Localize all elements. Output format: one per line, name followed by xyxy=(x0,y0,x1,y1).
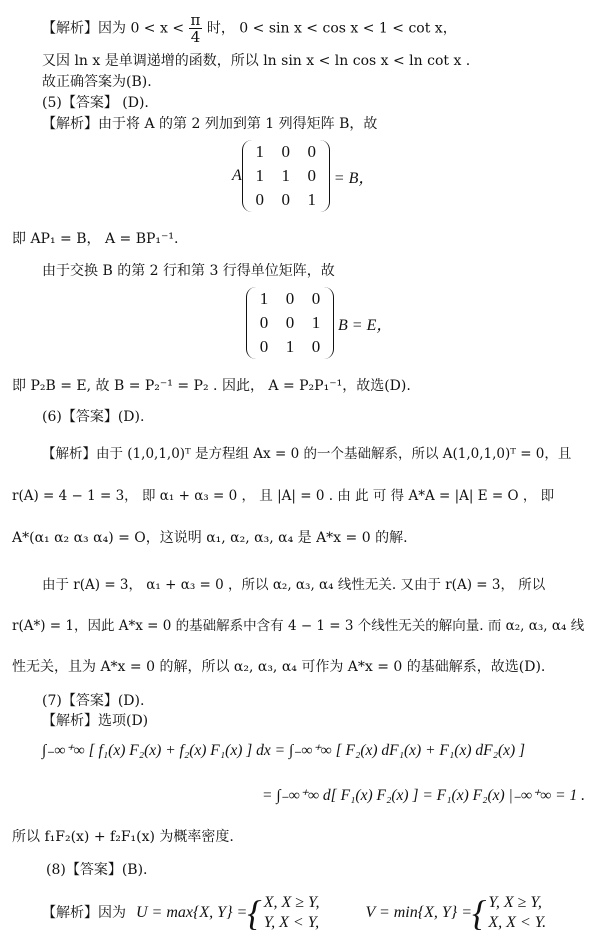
q7-answer: (7)【答案】(D). xyxy=(42,693,145,709)
q8-line-1 xyxy=(42,893,546,933)
matrix-equation-2 xyxy=(246,287,392,359)
q6-line-4: 由于 r(A) = 3， α₁ + α₃ = 0 ，所以 α₂, α₃, α₄ 线性无关. 又由于 r(A) = 3， 所以 xyxy=(42,577,546,593)
matrix-cell: 0 xyxy=(311,289,321,308)
matrix-rhs: = B， xyxy=(333,169,375,187)
q6-line-5: r(A*) = 1，因此 A*x = 0 的基础解系中含有 4 − 1 = 3 个线性无关的解向量. 而 α₂, α₃, α₄ 线 xyxy=(12,618,585,634)
case-row: X, X < Y. xyxy=(488,914,547,931)
matrix-cell: 1 xyxy=(285,337,295,356)
matrix-cell: 1 xyxy=(281,166,291,185)
matrix-cell: 0 xyxy=(285,289,295,308)
q5-line-2: 即 AP₁ = B， A = BP₁⁻¹. xyxy=(12,231,179,247)
q5-line-3: 由于交换 B 的第 2 行和第 3 行得单位矩阵，故 xyxy=(42,263,335,279)
matrix-label-a: A xyxy=(232,167,242,184)
q5-line-4: 即 P₂B = E, 故 B = P₂⁻¹ = P₂ . 因此， A = P₂P₁⁻¹，故选(D). xyxy=(12,378,411,394)
matrix-cell: 0 xyxy=(281,190,291,209)
matrix-cell: 1 xyxy=(307,190,317,209)
q6-answer: (6)【答案】(D). xyxy=(42,409,145,425)
q7-conclusion: 所以 f₁F₂(x) + f₂F₁(x) 为概率密度. xyxy=(12,829,234,845)
matrix-cell: 1 xyxy=(255,166,265,185)
q4-line-2: 又因 ln x 是单调递增的函数，所以 ln sin x < ln cos x < ln cot x . xyxy=(42,53,471,69)
matrix-cell: 0 xyxy=(255,190,265,209)
q6-line-6: 性无关，且为 A*x = 0 的解，所以 α₂, α₃, α₄ 可作为 A*x = 0 的基础解系，故选(D). xyxy=(12,659,546,675)
u-definition: U = max{X, Y} = xyxy=(136,904,248,921)
case-row: X, X ≥ Y, xyxy=(263,894,320,911)
matrix-cell: 0 xyxy=(311,337,321,356)
u-cases: { X, X ≥ Y, Y, X < Y, xyxy=(247,893,320,933)
q5-answer: (5)【答案】 (D). xyxy=(42,95,149,111)
fraction-denominator: 4 xyxy=(190,28,201,46)
q4-text-b: 时， 0 < sin x < cos x < 1 < cot x， xyxy=(206,20,457,37)
q8-answer: (8)【答案】(B). xyxy=(46,862,148,878)
q7-equation-2: = ∫₋∞⁺∞ d[ F₁(x) F₂(x) ] = F₁(x) F₂(x) |₋∞⁺∞ = 1 . xyxy=(262,787,585,804)
matrix-cell: 0 xyxy=(281,142,291,161)
v-definition: V = min{X, Y} = xyxy=(365,904,472,921)
q4-text-a: 【解析】因为 0 < x < xyxy=(42,20,185,37)
fraction-numerator: π xyxy=(190,11,201,29)
q6-line-2: r(A) = 4 − 1 = 3， 即 α₁ + α₃ = 0 ， 且 |A| = 0 . 由 此 可 得 A*A = |A| E = O ， 即 xyxy=(12,488,555,504)
q4-line-1 xyxy=(42,12,457,45)
case-row: Y, X < Y, xyxy=(263,914,320,931)
matrix-cell: 1 xyxy=(311,313,321,332)
q6-line-1: 【解析】由于 (1,0,1,0)ᵀ 是方程组 Ax = 0 的一个基础解系，所以 A(1,0,1,0)ᵀ = 0，且 xyxy=(42,446,572,462)
q8-intro: 【解析】因为 xyxy=(42,905,126,921)
pi-over-4-fraction xyxy=(189,12,203,45)
q7-equation-1: ∫₋∞⁺∞ [ f₁(x) F₂(x) + f₂(x) F₁(x) ] dx = ∫₋∞⁺∞ [ F₂(x) dF₁(x) + F₁(x) dF₂(x) ] xyxy=(42,742,526,759)
q6-line-3: A*(α₁ α₂ α₃ α₄) = O，这说明 α₁, α₂, α₃, α₄ 是 A*x = 0 的解. xyxy=(12,530,408,546)
q4-conclusion: 故正确答案为(B). xyxy=(42,74,152,90)
matrix-cell: 0 xyxy=(307,142,317,161)
matrix-equation-1 xyxy=(232,140,374,212)
matrix-cell: 0 xyxy=(259,313,269,332)
matrix-cell: 1 xyxy=(259,289,269,308)
matrix-1 xyxy=(242,140,330,212)
q7-line-1: 【解析】选项(D) xyxy=(42,713,149,729)
v-cases: { Y, X ≥ Y, X, X < Y. xyxy=(472,893,547,933)
matrix-cell: 0 xyxy=(307,166,317,185)
matrix-2 xyxy=(246,287,334,359)
case-row: Y, X ≥ Y, xyxy=(488,894,542,911)
matrix-rhs: B = E， xyxy=(338,316,393,334)
matrix-cell: 0 xyxy=(285,313,295,332)
q5-line-1: 【解析】由于将 A 的第 2 列加到第 1 列得矩阵 B，故 xyxy=(42,116,378,132)
matrix-cell: 0 xyxy=(259,337,269,356)
matrix-cell: 1 xyxy=(255,142,265,161)
